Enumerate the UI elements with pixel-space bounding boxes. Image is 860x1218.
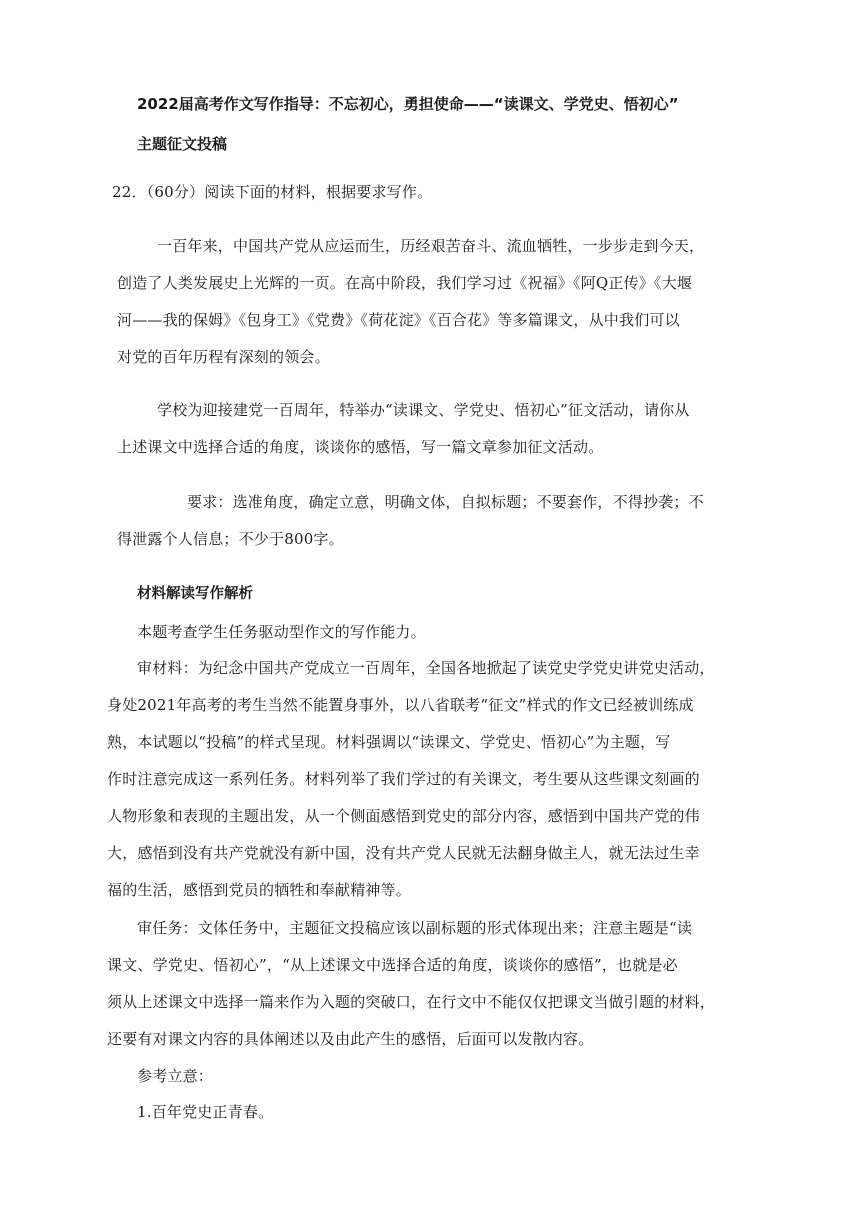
text-line: 审材料：为纪念中国共产党成立一百周年，全国各地掀起了读党史学党史讲党史活动，	[137, 659, 715, 677]
text-line: 身处2021年高考的考生当然不能置身事外，以八省联考“征文”样式的作文已经被训练成	[107, 696, 694, 714]
material-paragraph-1	[117, 228, 757, 376]
text-line: 一百年来，中国共产党从应运而生，历经艰苦奋斗、流血牺牲，一步步走到今天，	[157, 237, 705, 255]
text-line: 大，感悟到没有共产党就没有新中国，没有共产党人民就无法翻身做主人，就无法过生幸	[107, 844, 700, 862]
reference-label: 参考立意：	[137, 1067, 214, 1085]
document-title-continued: 主题征文投稿	[137, 135, 228, 153]
text-line: 作时注意完成这一系列任务。材料列举了我们学过的有关课文，考生要从这些课文刻画的	[107, 770, 700, 788]
analysis-heading: 材料解读写作解析	[137, 586, 253, 602]
text-line: 课文、学党史、悟初心”，“从上述课文中选择合适的角度，谈谈你的感悟”，也就是必	[107, 956, 678, 974]
task-analysis-paragraph	[107, 910, 757, 1058]
text-line: 对党的百年历程有深刻的领会。	[117, 348, 330, 366]
text-line: 河——我的保姆》《包身工》《党费》《荷花淀》《百合花》等多篇课文，从中我们可以	[117, 311, 680, 329]
text-line: 审任务：文体任务中，主题征文投稿应该以副标题的形式体现出来；注意主题是“读	[137, 919, 693, 937]
text-line: 人物形象和表现的主题出发，从一个侧面感悟到党史的部分内容，感悟到中国共产党的伟	[107, 807, 700, 825]
document-title: 2022届高考作文写作指导：不忘初心，勇担使命——“读课文、学党史、悟初心”	[137, 95, 679, 113]
text-line: 福的生活，感悟到党员的牺牲和奉献精神等。	[107, 881, 412, 899]
material-analysis-paragraph	[107, 650, 757, 909]
text-line: 得泄露个人信息；不少于800字。	[117, 530, 344, 548]
text-line: 学校为迎接建党一百周年，特举办“读课文、学党史、悟初心”征文活动，请你从	[157, 401, 690, 419]
requirements-paragraph	[117, 484, 757, 558]
text-line: 须从上述课文中选择一篇来作为入题的突破口，在行文中不能仅仅把课文当做引题的材料，	[107, 993, 716, 1011]
question-prompt: 22．（60分）阅读下面的材料，根据要求写作。	[112, 183, 433, 201]
analysis-intro: 本题考查学生任务驱动型作文的写作能力。	[137, 623, 426, 641]
text-line: 还要有对课文内容的具体阐述以及由此产生的感悟，后面可以发散内容。	[107, 1030, 594, 1048]
text-line: 上述课文中选择合适的角度，谈谈你的感悟，写一篇文章参加征文活动。	[117, 438, 604, 456]
material-paragraph-2	[117, 392, 757, 466]
text-line: 要求：选准角度，确定立意，明确文体，自拟标题；不要套作，不得抄袭；不	[187, 493, 704, 511]
text-line: 熟，本试题以“投稿”的样式呈现。材料强调以“读课文、学党史、悟初心”为主题，写	[107, 733, 671, 751]
reference-item-1: 1.百年党史正青春。	[137, 1103, 274, 1121]
text-line: 创造了人类发展史上光辉的一页。在高中阶段，我们学习过《祝福》《阿Q正传》《大堰	[117, 274, 693, 292]
